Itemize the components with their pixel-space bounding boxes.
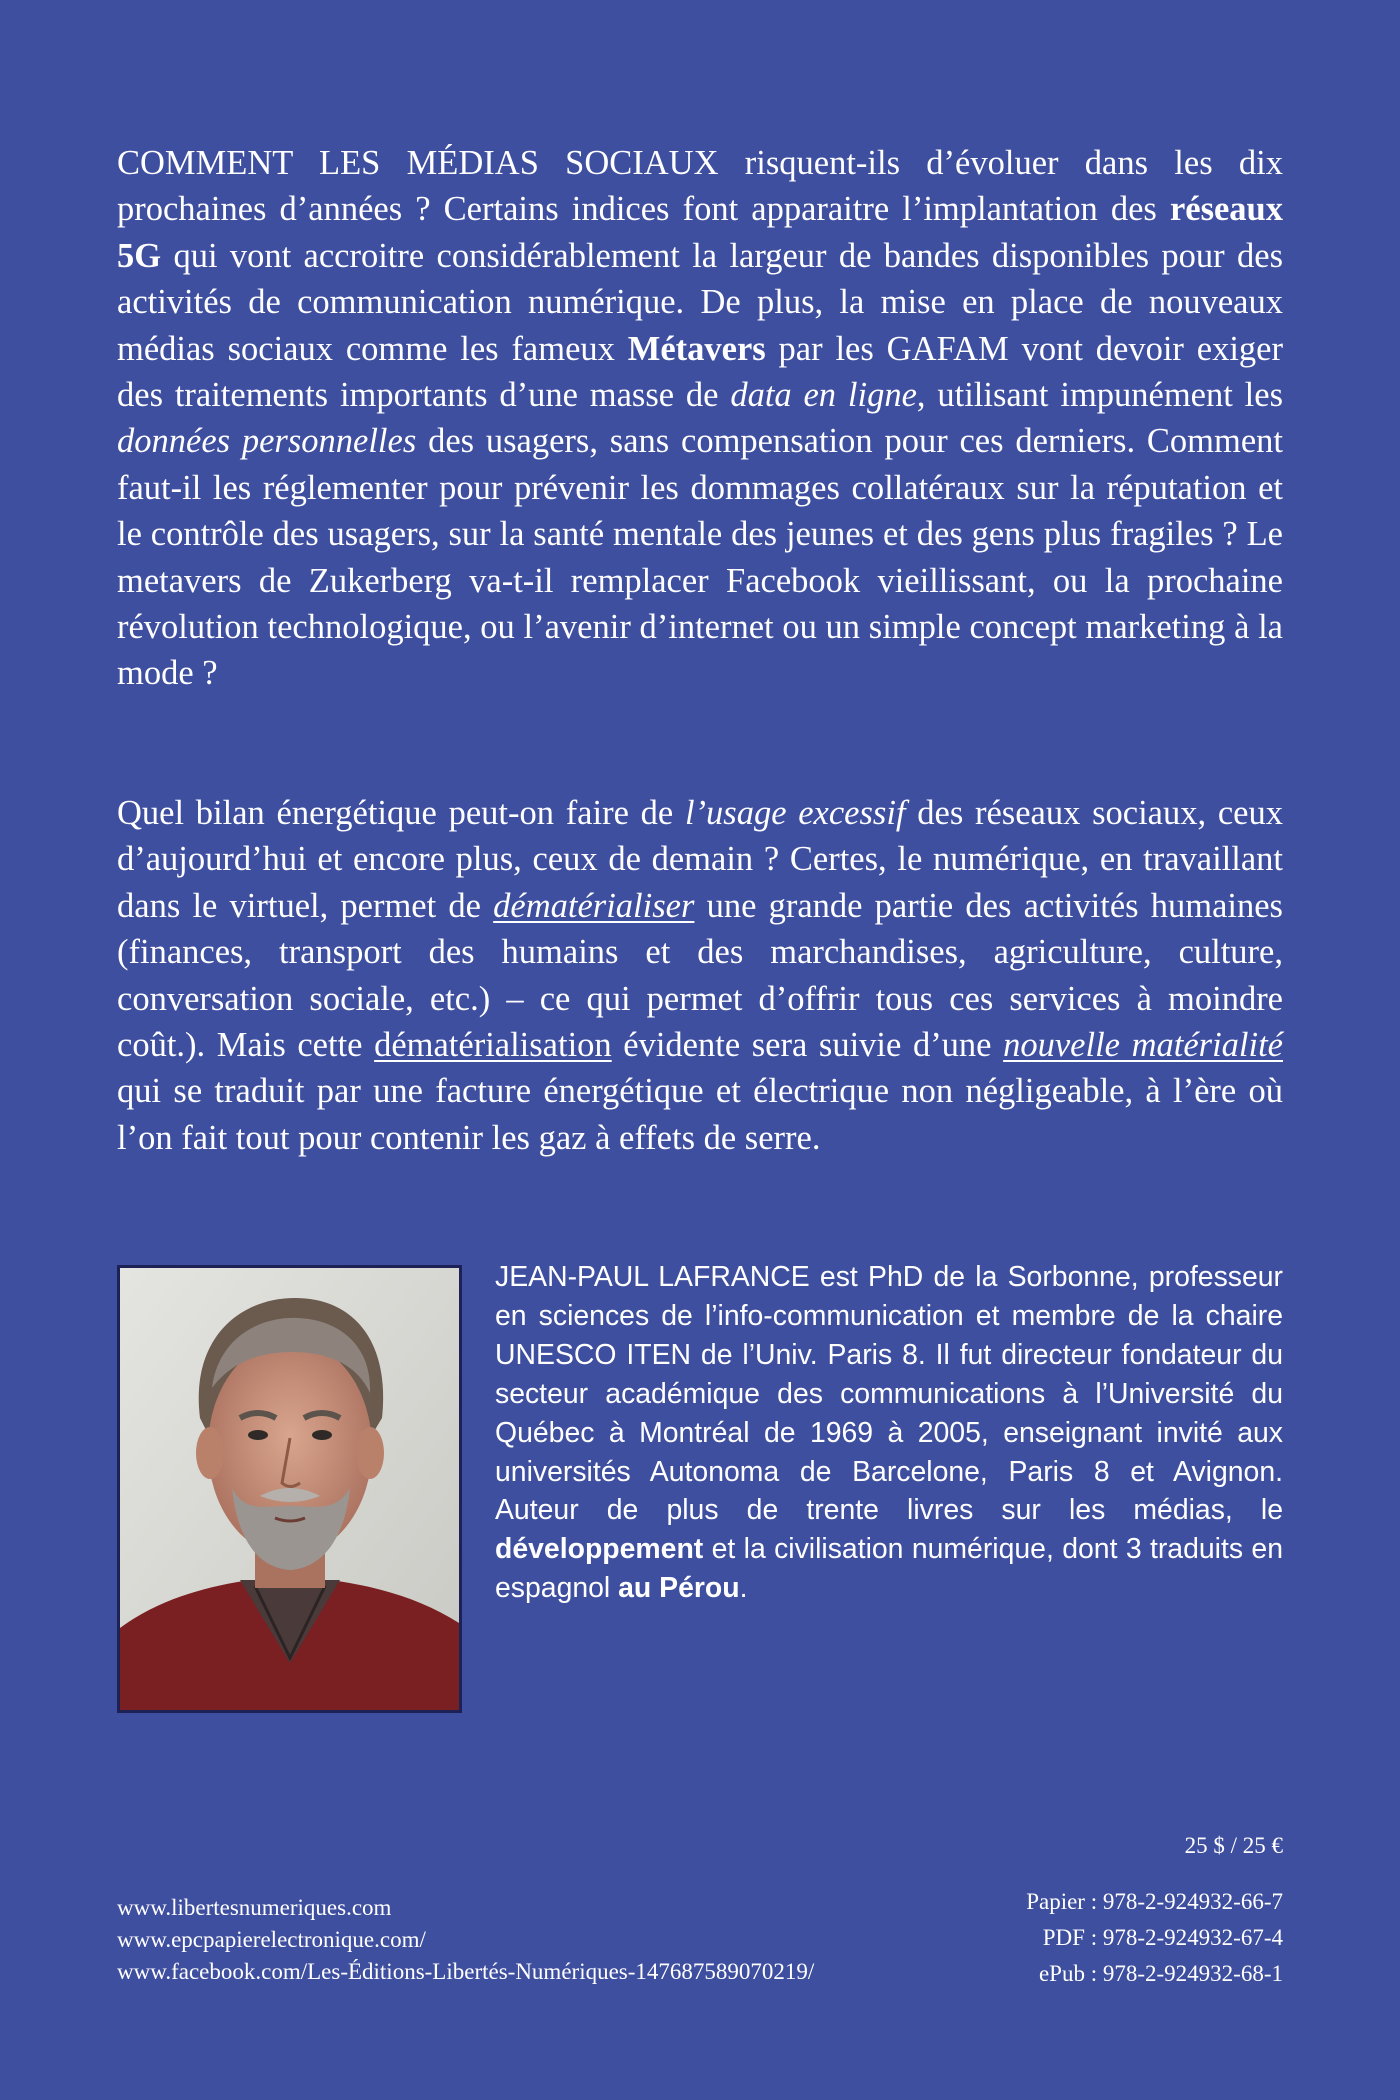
isbn-pdf: PDF : 978-2-924932-67-4 — [1042, 1925, 1283, 1950]
link-libertes[interactable]: www.libertesnumeriques.com — [117, 1895, 392, 1920]
p2-text-1: Quel bilan énergétique peut-on faire de — [117, 794, 685, 832]
description-paragraph-2 — [117, 790, 1283, 1161]
p2-text-5: qui se traduit par une facture énergétique et électrique non négligeable, à l’ère où l’on fait tout pour contenir les gaz à effets de serre. — [117, 1072, 1283, 1157]
p1-text-2: qui vont accroitre considérablement la largeur de bandes disponibles pour des activités de communication numérique. De plus, la mise en place de nouveaux médias sociaux comme les fameux — [117, 236, 1283, 368]
author-bio — [495, 1258, 1283, 1608]
p1-italic-data: data en ligne — [730, 376, 917, 415]
p2-text-4: évidente sera suivie d’une — [611, 1026, 1004, 1065]
isbn-paper: Papier : 978-2-924932-66-7 — [1026, 1889, 1283, 1914]
p2-italic-underline-materialite: nouvelle matérialité — [1003, 1026, 1283, 1065]
p1-text-5: des usagers, sans compensation pour ces derniers. Comment faut-il les réglementer pour prévenir les dommages collatéraux sur la réputation et le contrôle des usagers, sur la santé mentale des jeunes et des gens plus fragiles ? Le metavers de Zukerberg va-t-il remplacer Facebook vieillissant, ou la prochaine révolution technologique, ou l’avenir d’internet ou un simple concept marketing à la mode ? — [117, 422, 1283, 693]
bio-text-1: JEAN-PAUL LAFRANCE est PhD de la Sorbonne, professeur en sciences de l’info-communication et membre de la chaire UNESCO ITEN de l’Univ. Paris 8. Il fut directeur fondateur du secteur académique des communications à l’Université du Québec à Montréal de 1969 à 2005, enseignant invité aux universités Autonoma de Barcelone, Paris 8 et Avignon. Auteur de plus de trente livres sur les médias, le — [495, 1261, 1283, 1527]
p2-text-3: une grande partie des activités humaines (finances, transport des humains et des marchandises, agriculture, culture, conversation sociale, etc.) – ce qui permet d’offrir tous ces services à moindre coût.). Mais cette — [117, 886, 1283, 1065]
bio-bold-developpement: développement — [495, 1533, 704, 1566]
link-facebook[interactable]: www.facebook.com/Les-Éditions-Libertés-Numériques-14768758907021​9/ — [117, 1959, 815, 1984]
publisher-links — [117, 1892, 814, 1988]
link-epc[interactable]: www.epcpapierelectronique.com/ — [117, 1927, 426, 1952]
bio-bold-perou: au Pérou — [618, 1572, 740, 1605]
p2-italic-underline-dematerialiser: dématérialiser — [493, 886, 695, 925]
author-portrait-icon — [120, 1268, 459, 1710]
p1-bold-metavers: Métavers — [627, 329, 766, 368]
p1-text-3: par les GAFAM vont devoir exiger des traitements importants d’une masse de — [117, 329, 1283, 415]
p1-text-1: COMMENT LES MÉDIAS SOCIAUX risquent-ils d’évoluer dans les dix prochaines d’années ? Certains indices font apparaitre l’implantation des — [117, 144, 1283, 229]
p2-text-2: des réseaux sociaux, ceux d’aujourd’hui et encore plus, ceux de demain ? Certes, le numérique, en travaillant dans le virtuel, permet de — [117, 794, 1283, 925]
p2-italic-usage: l’usage excessif — [684, 794, 906, 832]
bio-text-2: et la civilisation numérique, dont 3 traduits en espagnol — [495, 1533, 1283, 1605]
p2-underline-dematerialisation: dématérialisation — [374, 1026, 612, 1065]
bio-text-3: . — [739, 1572, 748, 1605]
description-paragraph-1 — [117, 140, 1283, 697]
p1-text-4: , utilisant impunément les — [916, 376, 1283, 415]
price-label: 25 $ / 25 € — [1184, 1833, 1283, 1858]
author-photo — [117, 1265, 462, 1713]
p1-bold-5g: réseaux 5G — [117, 190, 1283, 275]
pricing-block — [883, 1830, 1283, 1992]
p1-italic-donnees: données personnelles — [117, 422, 417, 461]
isbn-epub: ePub : 978-2-924932-68-1 — [1038, 1961, 1283, 1986]
